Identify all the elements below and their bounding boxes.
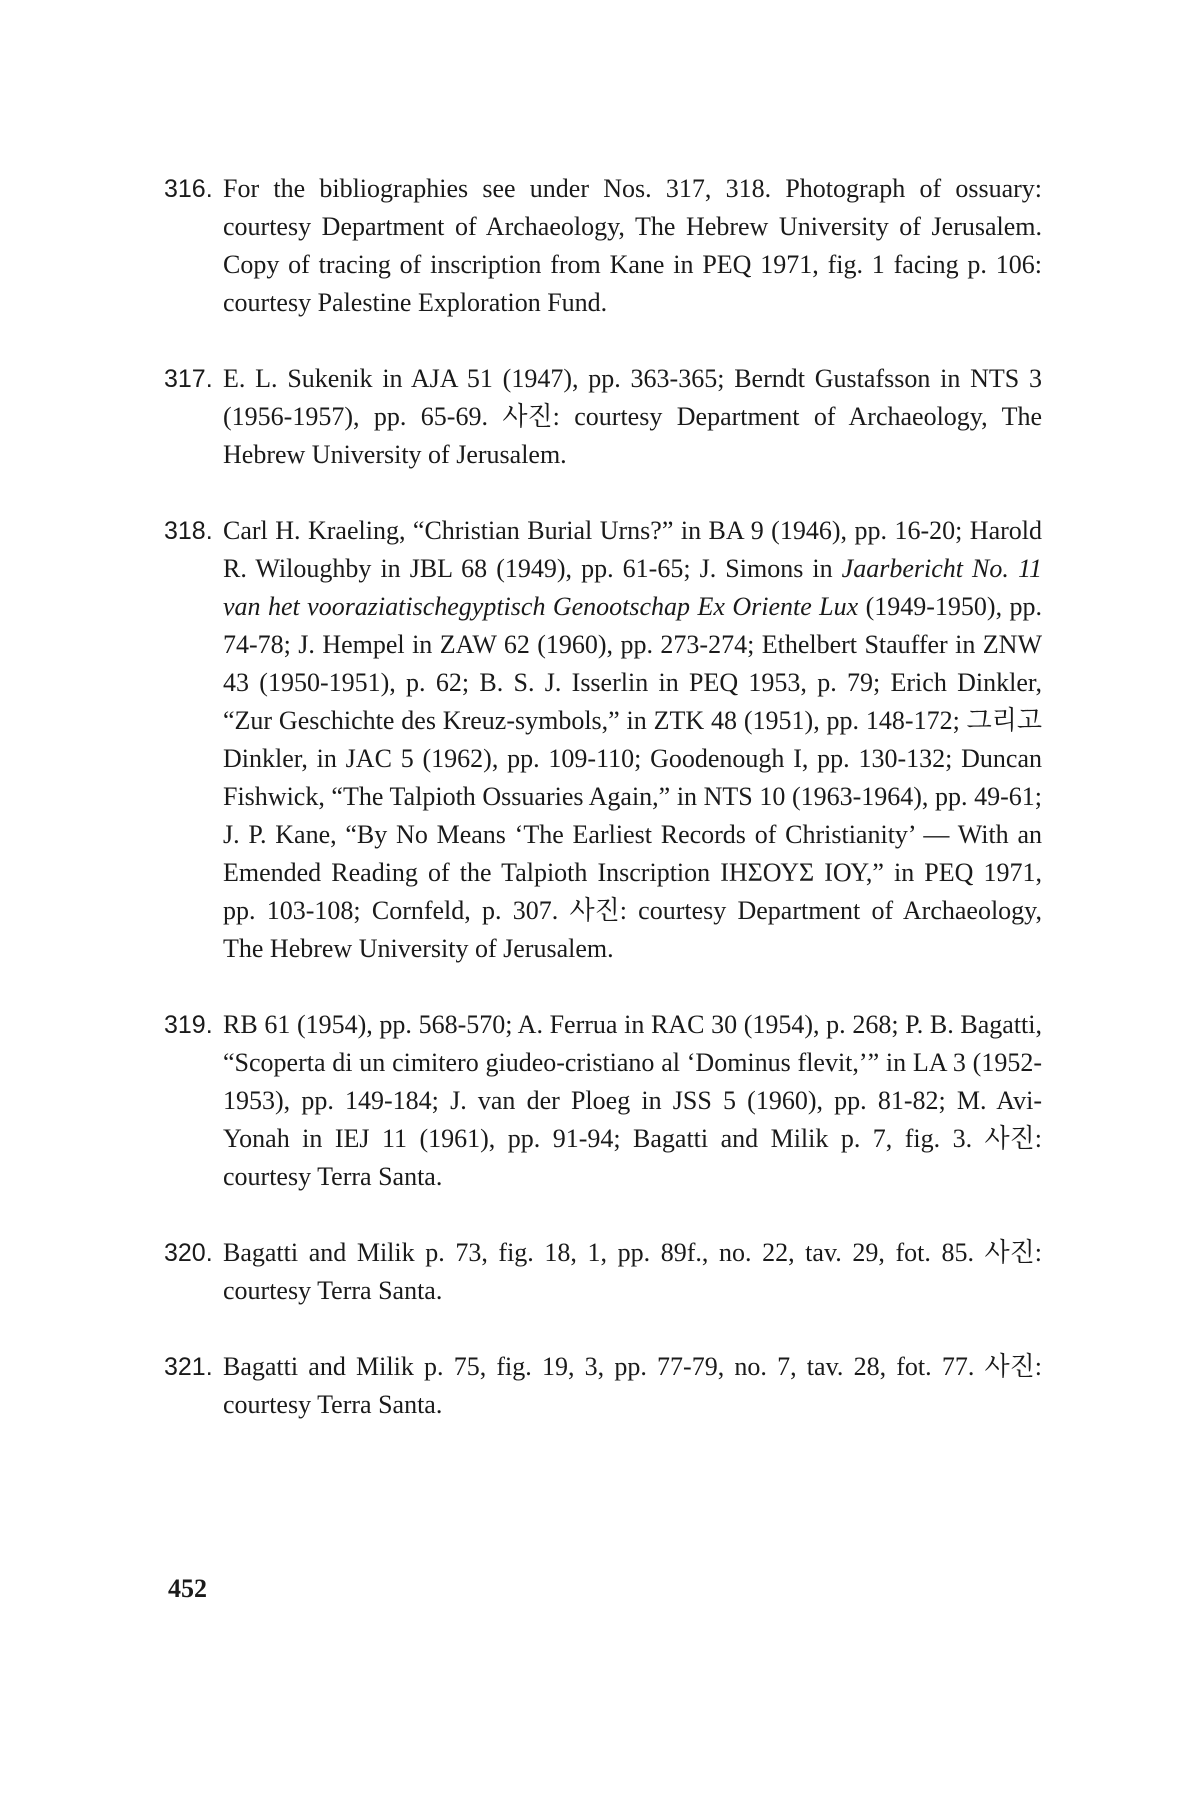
- note-text-part: (1949-1950), pp. 74-78; J. Hempel in ZAW 62 (1960), pp. 273-274; Ethelbert Stauffer in ZNW 43 (1950-1951), p. 62; B. S. J. Isserlin in PEQ 1953, p. 79; Erich Dinkler, “Zur Geschichte des Kreuz-symbols,” in ZTK 48 (1951), pp. 148-172; 그리고 Dinkler, in JAC 5 (1962), pp. 109-110; Goodenough I, pp. 130-132; Duncan Fishwick, “The Talpioth Ossuaries Again,” in NTS 10 (1963-1964), pp. 49-61; J. P. Kane, “By No Means ‘The Earliest Records of Christianity’ — With an Emended Reading of the Talpioth Inscription ΙΗΣΟΥΣ ΙΟΥ,” in PEQ 1971, pp. 103-108; Cornfeld, p. 307. 사진: courtesy Department of Archaeology, The Hebrew University of Jerusalem.: [223, 592, 1042, 963]
- note-number: 316.: [164, 175, 213, 203]
- note-320: [164, 1234, 1042, 1310]
- note-text: Bagatti and Milik p. 73, fig. 18, 1, pp. 89f., no. 22, tav. 29, fot. 85. 사진: courtesy Terra Santa.: [223, 1238, 1042, 1305]
- note-text: E. L. Sukenik in AJA 51 (1947), pp. 363-365; Berndt Gustafsson in NTS 3 (1956-1957), pp. 65-69. 사진: courtesy Department of Archaeology, The Hebrew University of Jerusalem.: [223, 364, 1042, 469]
- note-316: [164, 170, 1042, 322]
- note-number: 319.: [164, 1011, 213, 1039]
- note-number: 320.: [164, 1239, 213, 1267]
- note-text: RB 61 (1954), pp. 568-570; A. Ferrua in RAC 30 (1954), p. 268; P. B. Bagatti, “Scoperta di un cimitero giudeo-cristiano al ‘Dominus flevit,’” in LA 3 (1952-1953), pp. 149-184; J. van der Ploeg in JSS 5 (1960), pp. 81-82; M. Avi-Yonah in IEJ 11 (1961), pp. 91-94; Bagatti and Milik p. 7, fig. 3. 사진: courtesy Terra Santa.: [223, 1010, 1042, 1191]
- note-text: For the bibliographies see under Nos. 317, 318. Photograph of ossuary: courtesy Department of Archaeology, The Hebrew University of Jerusalem. Copy of tracing of inscription from Kane in PEQ 1971, fig. 1 facing p. 106: courtesy Palestine Exploration Fund.: [223, 174, 1042, 317]
- note-italic-title: Jaarbericht No. 11 van het vooraziatischegyptisch Genootschap Ex Oriente Lux: [223, 554, 1043, 621]
- page-number: 452: [168, 1574, 207, 1603]
- note-text: Bagatti and Milik p. 75, fig. 19, 3, pp. 77-79, no. 7, tav. 28, fot. 77. 사진: courtesy Terra Santa.: [223, 1352, 1042, 1419]
- note-318: [164, 512, 1042, 968]
- bibliography-notes: [164, 170, 1042, 1462]
- note-text-part: Carl H. Kraeling, “Christian Burial Urns?” in BA 9 (1946), pp. 16-20; Harold R. Wiloughby in JBL 68 (1949), pp. 61-65; J. Simons in: [223, 516, 1042, 583]
- note-number: 321.: [164, 1353, 213, 1381]
- note-319: [164, 1006, 1042, 1196]
- note-number: 317.: [164, 365, 213, 393]
- note-text: [223, 512, 1042, 968]
- note-321: [164, 1348, 1042, 1424]
- note-317: [164, 360, 1042, 474]
- note-number: 318.: [164, 517, 213, 545]
